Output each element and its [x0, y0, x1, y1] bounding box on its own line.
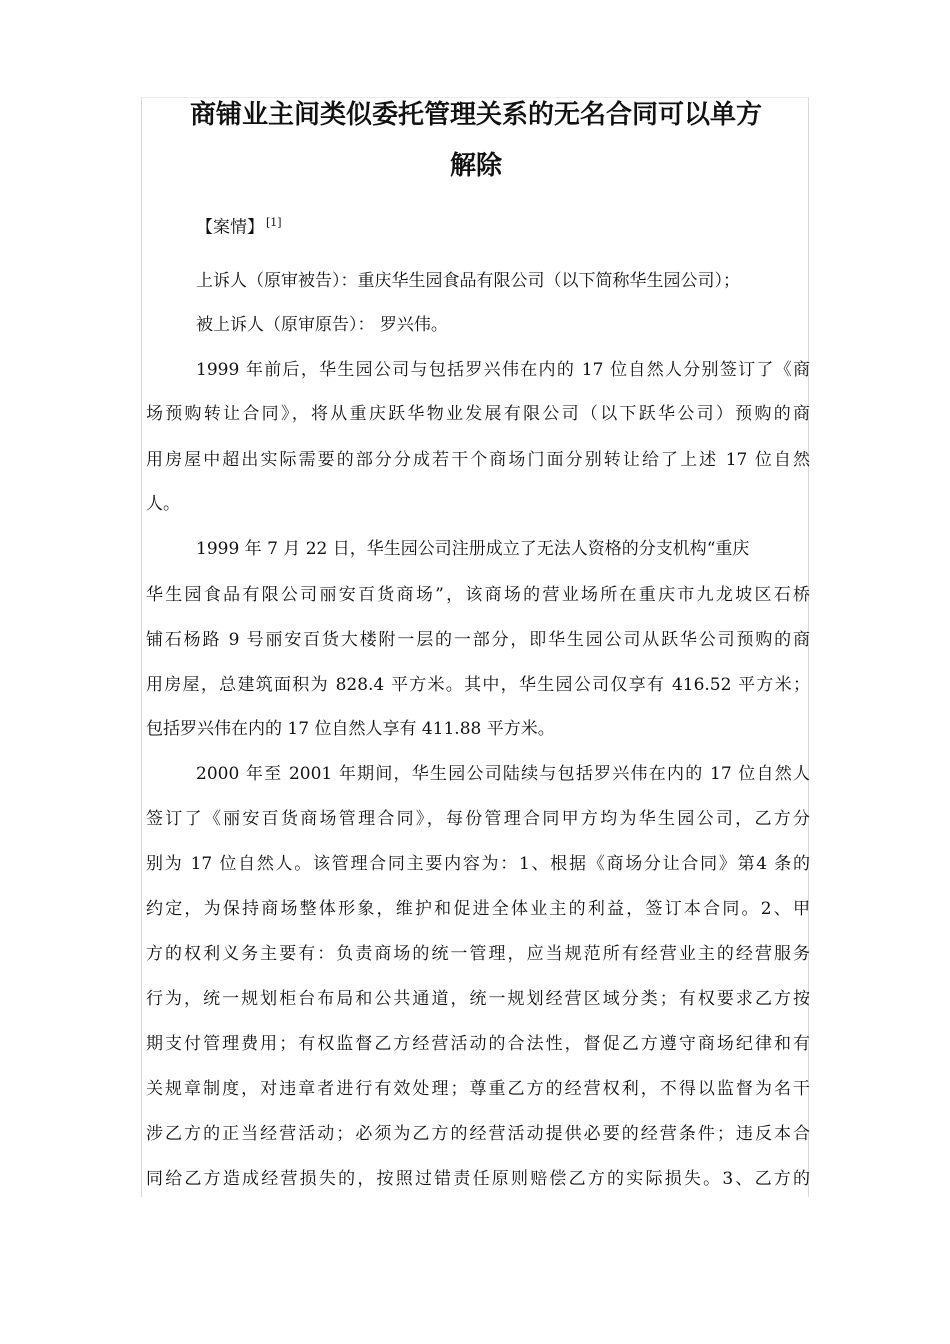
paragraph-line: 上诉人（原审被告）：重庆华生园食品有限公司（以下简称华生园公司）；: [196, 271, 740, 291]
paragraph-line: 华生园食品有限公司丽安百货商场”，该商场的营业场所在重庆市九龙坡区石桥: [146, 585, 810, 605]
paragraph-line: 同给乙方造成经营损失的，按照过错责任原则赔偿乙方的实际损失。3、乙方的: [146, 1169, 810, 1189]
paragraph-line: 被上诉人（原审原告）： 罗兴伟。: [196, 315, 448, 335]
case-heading-label: 【案情】: [196, 217, 264, 238]
paragraph-line: 场预购转让合同》，将从重庆跃华物业发展有限公司（以下跃华公司）预购的商: [146, 404, 810, 424]
paragraph-line: 涉乙方的正当经营活动；必须为乙方的经营活动提供必要的经营条件；违反本合: [146, 1124, 810, 1144]
paragraph-line: 期支付管理费用；有权监督乙方经营活动的合法性，督促乙方遵守商场纪律和有: [146, 1034, 810, 1054]
paragraph-line: 签订了《丽安百货商场管理合同》，每份管理合同甲方均为华生园公司，乙方分: [146, 809, 810, 829]
paragraph-line: 约定，为保持商场整体形象，维护和促进全体业主的利益，签订本合同。2、甲: [146, 899, 810, 919]
case-heading: [196, 212, 282, 239]
paragraph-line: 人。: [146, 494, 180, 514]
paragraph-line: 用房屋，总建筑面积为 828.4 平方米。其中，华生园公司仅享有 416.52 平方米；: [146, 675, 810, 695]
footnote-reference[interactable]: [1]: [266, 216, 282, 229]
paragraph-line: 行为，统一规划柜台布局和公共通道，统一规划经营区域分类；有权要求乙方按: [146, 989, 810, 1009]
paragraph-line: 2000 年至 2001 年期间，华生园公司陆续与包括罗兴伟在内的 17 位自然人: [196, 764, 810, 784]
document-title-line-2: 解除: [449, 151, 502, 181]
paragraph-line: 1999 年 7 月 22 日，华生园公司注册成立了无法人资格的分支机构“重庆: [196, 539, 750, 559]
paragraph-line: 包括罗兴伟在内的 17 位自然人享有 411.88 平方米。: [146, 719, 555, 739]
document-title-line-1: 商铺业主间类似委托管理关系的无名合同可以单方: [189, 100, 762, 130]
paragraph-line: 方的权利义务主要有：负责商场的统一管理，应当规范所有经营业主的经营服务: [146, 944, 810, 964]
paragraph-line: 用房屋中超出实际需要的部分分成若干个商场门面分别转让给了上述 17 位自然: [146, 450, 810, 470]
paragraph-line: 1999 年前后，华生园公司与包括罗兴伟在内的 17 位自然人分别签订了《商: [196, 360, 810, 380]
paragraph-line: 别为 17 位自然人。该管理合同主要内容为：1、根据《商场分让合同》第4 条的: [146, 854, 810, 874]
paragraph-line: 铺石杨路 9 号丽安百货大楼附一层的一部分，即华生园公司从跃华公司预购的商: [146, 630, 810, 650]
paragraph-line: 关规章制度，对违章者进行有效处理；尊重乙方的经营权利，不得以监督为名干: [146, 1079, 810, 1099]
